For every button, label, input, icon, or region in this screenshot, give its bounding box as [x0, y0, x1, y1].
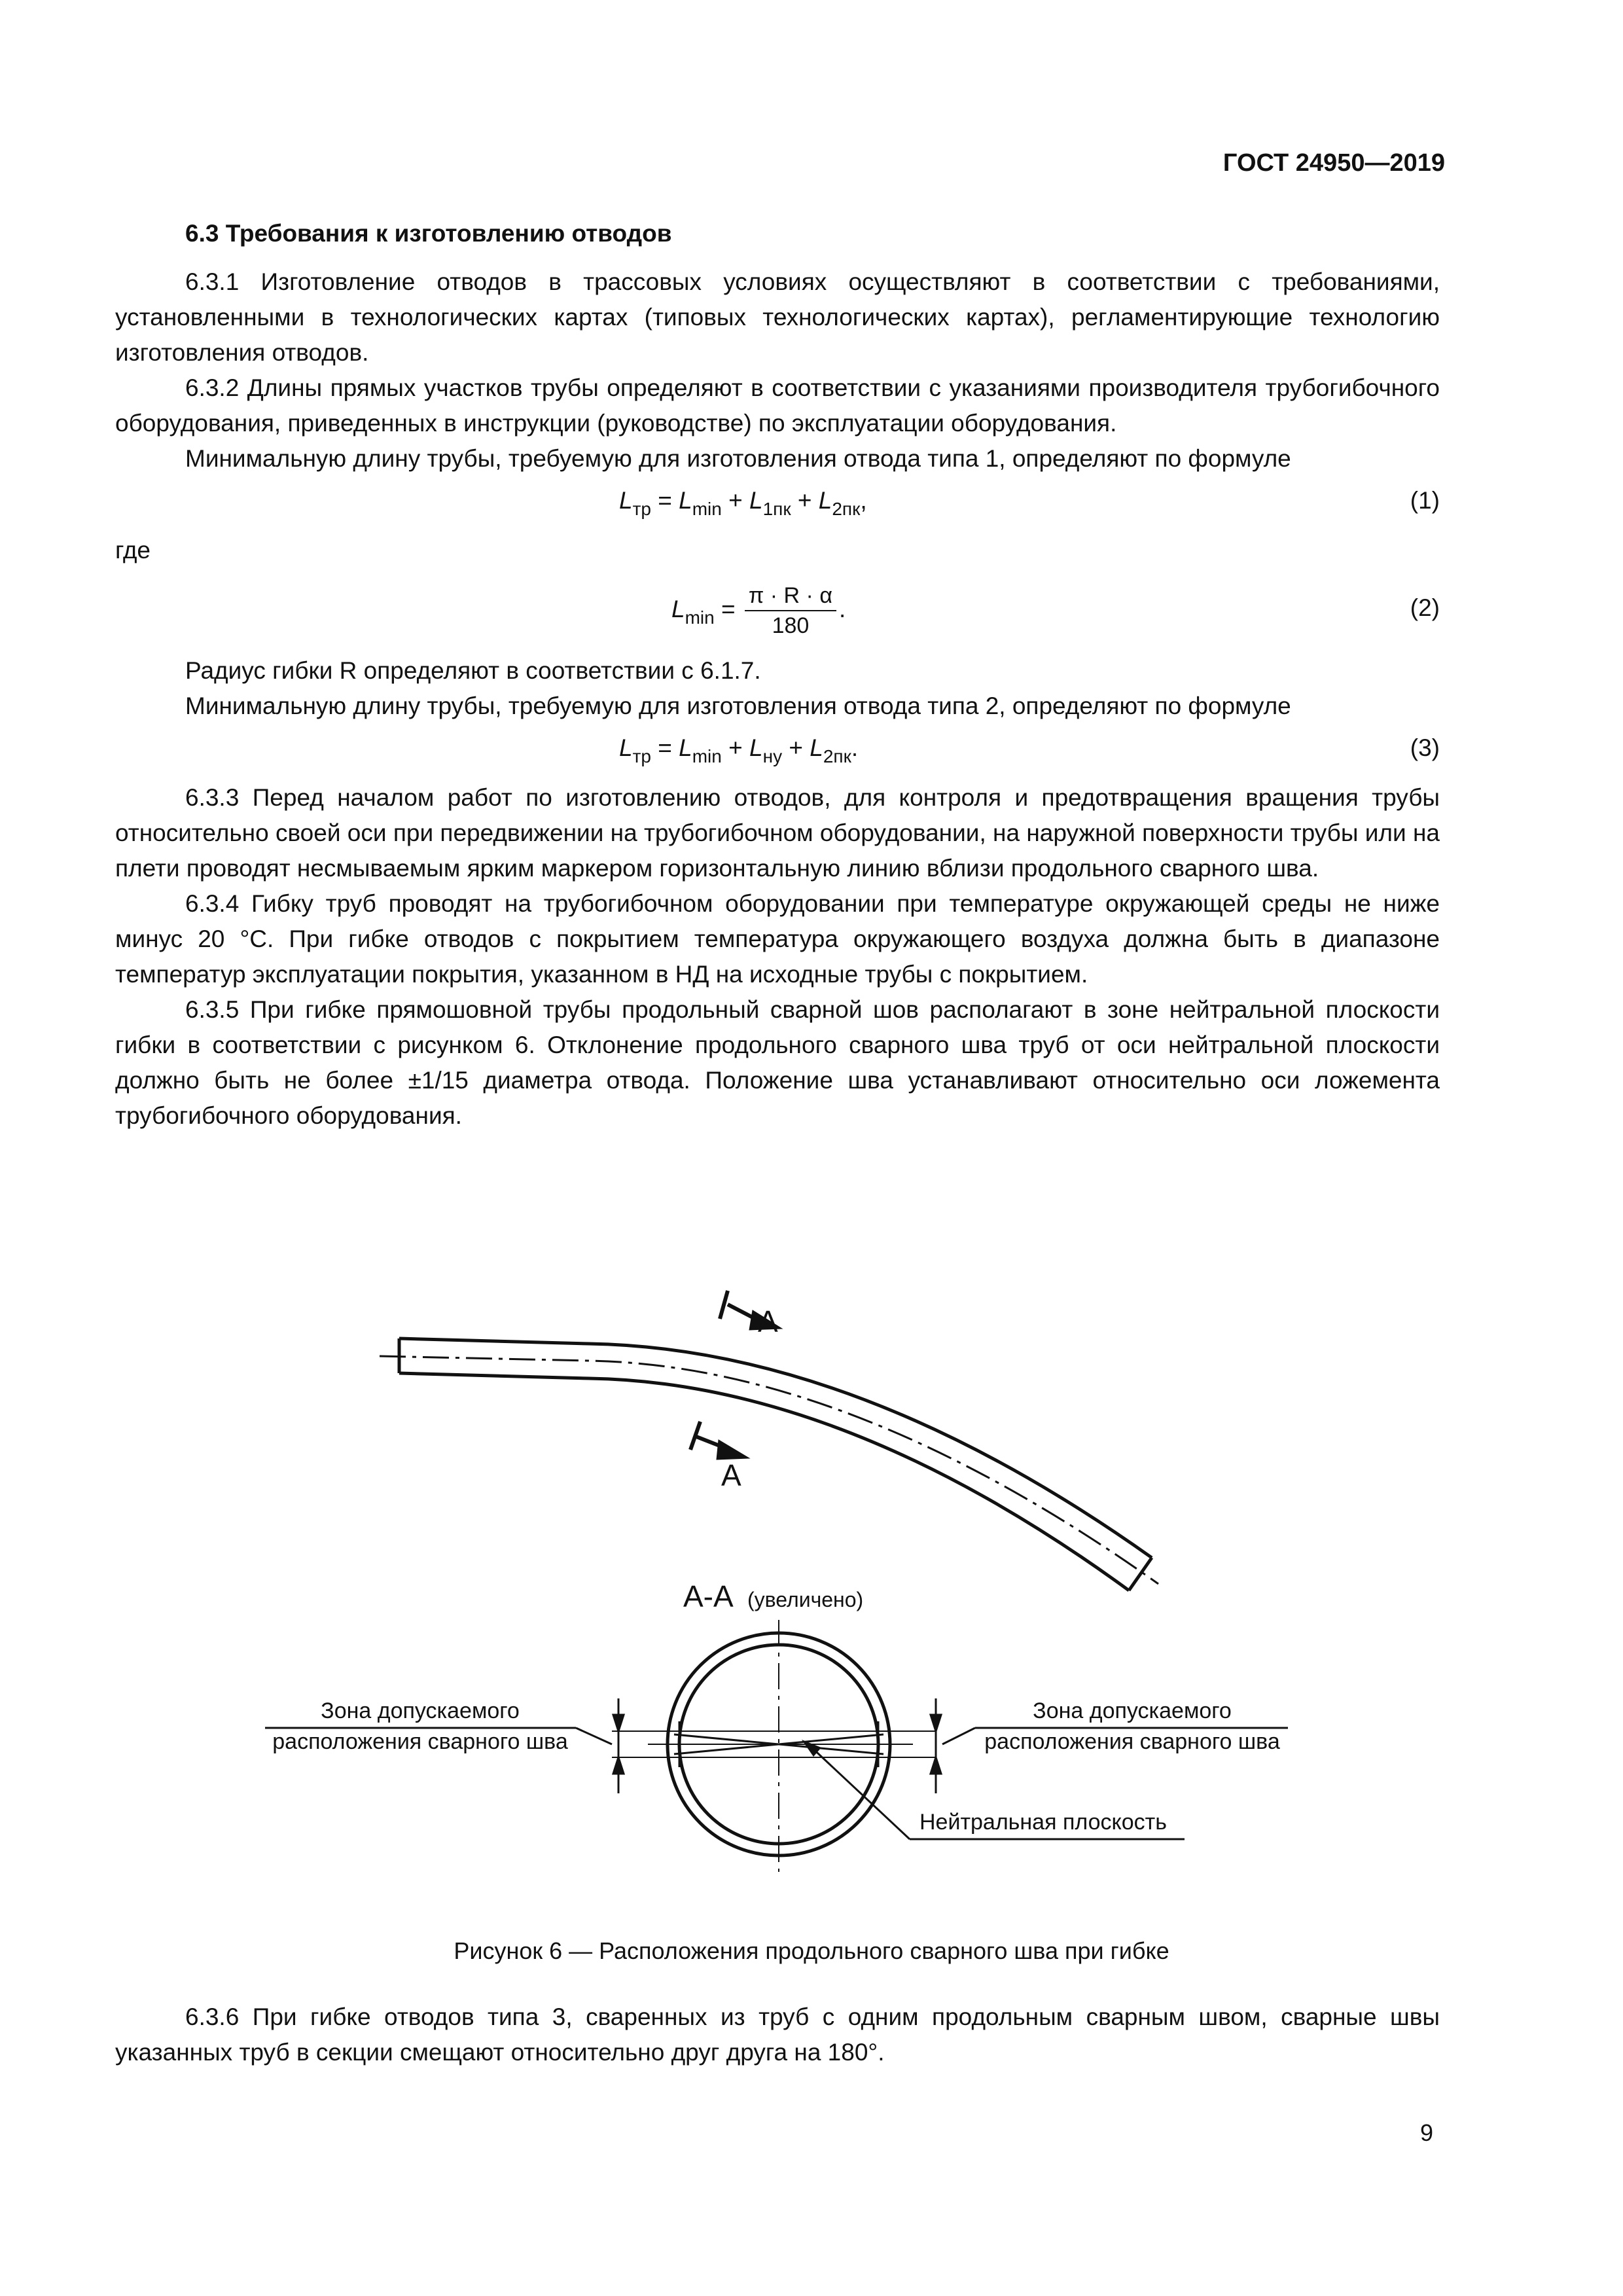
formula-2: $L_{min}$ = $\frac{\pi \cdot R \cdot \alpha}{180}$ .: [671, 581, 846, 640]
page-number: 9: [1419, 2119, 1433, 2146]
document-body-continued: [115, 2000, 1440, 2070]
section-title: 6.3 Требования к изготовлению отводов: [185, 220, 672, 247]
formula-2-fraction: $\frac{\pi \cdot R \cdot \alpha}{180}$: [745, 581, 836, 640]
pipe-cross-section: [612, 1620, 936, 1872]
figure-caption: Рисунок 6 — Расположения продольного сварного шва при гибке: [454, 1937, 1169, 1964]
paragraph-6-3-1: 6.3.1 Изготовление отводов в трассовых условиях осуществляют в соответствии с требованиями, установленными в технологических картах (типовых технологических картах), регламентирующие технологию изготовления отводов.: [115, 268, 1440, 366]
zone-label-right-line-2: расположения сварного шва: [984, 1729, 1280, 1754]
section-mark-label-upper: А: [758, 1304, 778, 1338]
paragraph-6-3-5: 6.3.5 При гибке прямошовной трубы продольный сварной шов располагают в зоне нейтральной плоскости гибки в соответствии с рисунком 6. Отклонение продольного сварного шва труб от оси нейтральной плоскости должно быть не более ±1/15 диаметра отвода. Положение шва устанавливают относительно оси ложемента трубогибочного оборудования.: [115, 996, 1440, 1129]
zone-label-left-line-1: Зона допускаемого: [321, 1698, 520, 1723]
paragraph-type2-formula-intro: Минимальную длину трубы, требуемую для изготовления отвода типа 2, определяют по формуле: [185, 692, 1291, 719]
paragraph-6-3-6: 6.3.6 При гибке отводов типа 3, сваренных из труб с одним продольным сварным швом, сварные швы указанных труб в секции смещают относительно друг друга на 180°.: [115, 2003, 1440, 2066]
zone-label-right-line-1: Зона допускаемого: [1033, 1698, 1232, 1723]
zone-label-left-line-2: расположения сварного шва: [272, 1729, 568, 1754]
zone-dimension-left: [613, 1698, 624, 1793]
paragraph-6-3-3: 6.3.3 Перед началом работ по изготовлению отводов, для контроля и предотвращения вращения трубы относительно своей оси при передвижении на трубогибочном оборудовании, на наружной поверхности трубы или на плети проводят несмываемым ярким маркером горизонтальную линию вблизи продольного сварного шва.: [115, 784, 1440, 882]
formula-1-number: (1): [1410, 487, 1440, 514]
paragraph-radius: Радиус гибки R определяют в соответствии с 6.1.7.: [185, 657, 761, 684]
formula-2-number: (2): [1410, 594, 1440, 621]
where-label: где: [115, 537, 151, 564]
section-mark-lower: [690, 1422, 749, 1460]
formula-3: $L_{тр} = L_{min} + L_{ну} + L_{2пк}$.: [619, 734, 859, 766]
section-view-note: (увеличено): [747, 1588, 864, 1611]
neutral-plane-label: Нейтральная плоскость: [919, 1810, 1167, 1835]
formula-1: $L_{тр} = L_{min} + L_{1пк} + L_{2пк}$,: [619, 487, 867, 519]
document-id: ГОСТ 24950—2019: [1222, 149, 1445, 177]
paragraph-6-3-4: 6.3.4 Гибку труб проводят на трубогибочном оборудовании при температуре окружающей среды не ниже минус 20 °С. При гибке отводов с покрытием температура окружающего воздуха должна быть в диапазоне температур эксплуатации покрытия, указанном в НД на исходные трубы с покрытием.: [115, 890, 1440, 988]
section-view-title: А-А: [683, 1579, 734, 1613]
pipe-center-line: [380, 1356, 1158, 1584]
formula-3-number: (3): [1410, 734, 1440, 761]
section-mark-label-lower: А: [721, 1458, 741, 1492]
paragraph-type1-formula-intro: Минимальную длину трубы, требуемую для изготовления отвода типа 1, определяют по формуле: [185, 445, 1291, 472]
zone-dimension-right: [931, 1698, 941, 1793]
bent-pipe-drawing: [399, 1338, 1152, 1590]
paragraph-6-3-2: 6.3.2 Длины прямых участков трубы определяют в соответствии с указаниями производителя трубогибочного оборудования, приведенных в инструкции (руководстве) по эксплуатации оборудования.: [115, 374, 1440, 437]
